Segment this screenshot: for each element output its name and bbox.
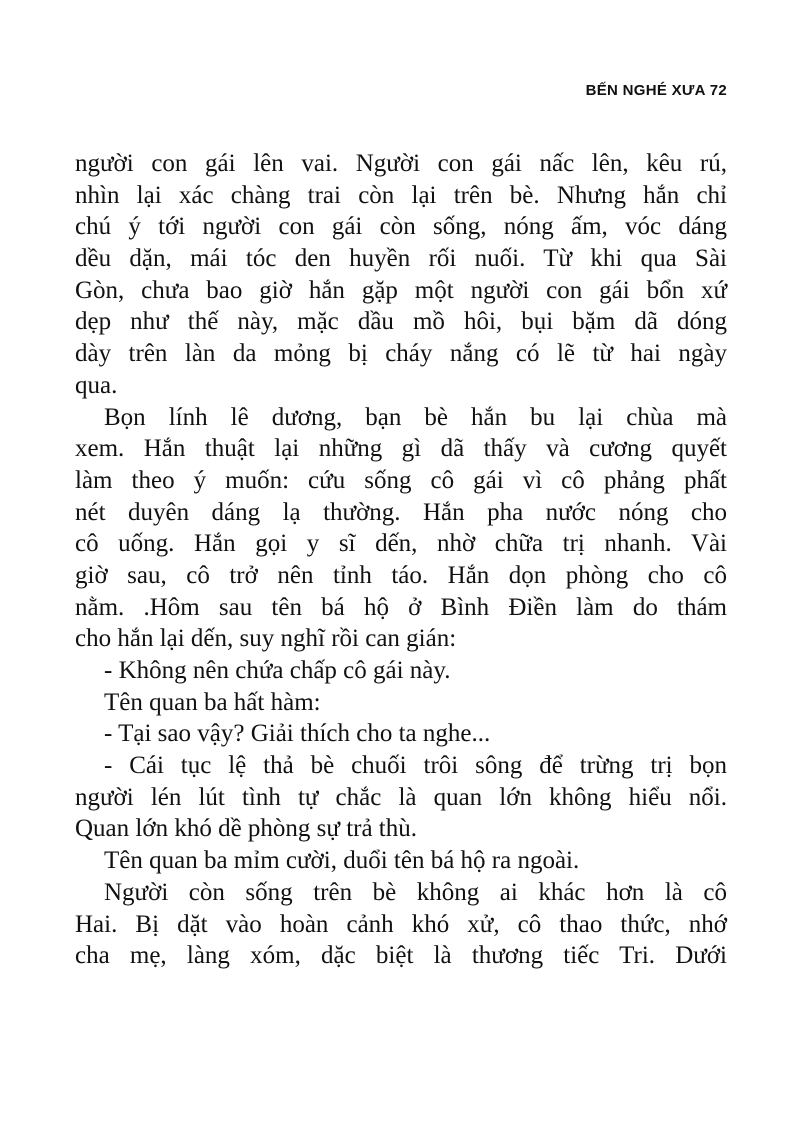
running-header: BẾN NGHÉ XƯA 72 — [585, 82, 727, 99]
text-line: Người còn sống trên bè không ai khác hơn là cô — [104, 878, 727, 906]
text-line: chú ý tới người con gái còn sống, nóng ấm, vóc dáng — [75, 213, 727, 241]
text-line: cho hắn lại dến, suy nghĩ rồi can gián: — [75, 625, 457, 653]
text-line: qua. — [75, 371, 118, 399]
text-line: Tên quan ba hất hàm: — [104, 688, 321, 716]
text-line: làm theo ý muốn: cứu sống cô gái vì cô phảng phất — [75, 466, 727, 494]
text-line: - Không nên chứa chấp cô gái này. — [104, 657, 451, 684]
text-line: Quan lớn khó dề phòng sự trả thù. — [75, 815, 418, 843]
text-line: người con gái lên vai. Người con gái nấc lên, kêu rú, — [75, 150, 727, 177]
text-line: Tên quan ba mỉm cười, duổi tên bá hộ ra ngoài. — [104, 847, 580, 875]
text-line: nhìn lại xác chàng trai còn lại trên bè. Nhưng hắn chỉ — [75, 181, 727, 209]
text-line: dày trên làn da mỏng bị cháy nắng có lẽ từ hai ngày — [75, 340, 727, 368]
text-line: - Tại sao vậy? Giải thích cho ta nghe... — [104, 720, 491, 748]
text-line: Bọn lính lê dương, bạn bè hắn bu lại chùa mà — [104, 403, 727, 431]
text-line: người lén lút tình tự chắc là quan lớn không hiểu nổi. — [75, 783, 727, 811]
text-line: xem. Hắn thuật lại những gì dã thấy và cương quyết — [75, 435, 727, 463]
text-line: cô uống. Hắn gọi y sĩ dến, nhờ chữa trị nhanh. Vài — [75, 530, 727, 558]
text-line: nằm. .Hôm sau tên bá hộ ở Bình Điền làm do thám — [75, 593, 727, 621]
text-line: cha mẹ, làng xóm, dặc biệt là thương tiếc Tri. Dưới — [75, 942, 727, 970]
text-line: giờ sau, cô trở nên tỉnh táo. Hắn dọn phòng cho cô — [75, 561, 727, 589]
text-line: Gòn, chưa bao giờ hắn gặp một người con gái bổn xứ — [75, 276, 727, 304]
text-line: nét duyên dáng lạ thường. Hắn pha nước nóng cho — [75, 498, 727, 526]
text-line: Hai. Bị dặt vào hoàn cảnh khó xử, cô thao thức, nhớ — [75, 910, 727, 938]
text-line: - Cái tục lệ thả bè chuối trôi sông để trừng trị bọn — [104, 752, 727, 780]
text-line: dều dặn, mái tóc den huyền rối nuối. Từ khi qua Sài — [75, 245, 727, 273]
body-text — [75, 148, 727, 972]
text-line: dẹp như thế này, mặc dầu mồ hôi, bụi bặm dã dóng — [75, 308, 727, 336]
